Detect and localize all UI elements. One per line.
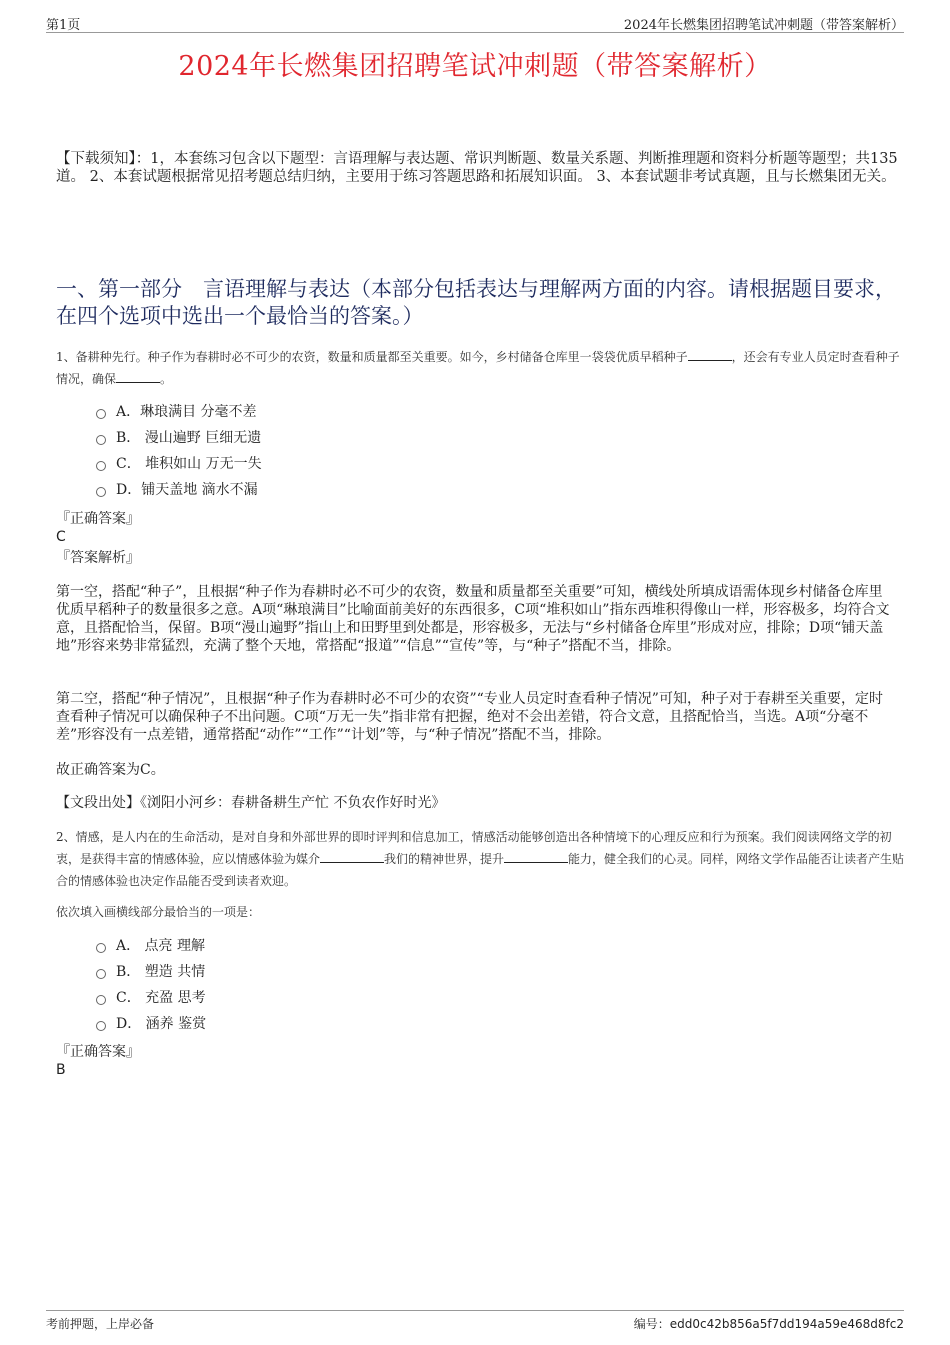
- question-1-part-c: 。: [160, 372, 173, 386]
- fill-blank: [688, 348, 732, 361]
- radio-icon[interactable]: [96, 1021, 106, 1031]
- option-label: B． 塑造 共情: [116, 964, 206, 980]
- fill-blank: [504, 850, 568, 863]
- question-2-option-b[interactable]: [96, 963, 205, 981]
- correct-answer: C: [56, 529, 66, 545]
- question-1-option-b[interactable]: [96, 429, 261, 447]
- question-1-option-c[interactable]: [96, 455, 262, 473]
- document-title: 2024年长燃集团招聘笔试冲刺题（带答案解析）: [178, 51, 772, 82]
- option-label: A． 点亮 理解: [116, 938, 206, 954]
- correct-answer-label: 『正确答案』: [56, 511, 140, 527]
- question-2-instruction: 依次填入画横线部分最恰当的一项是：: [56, 905, 261, 919]
- option-label: C． 充盈 思考: [116, 990, 206, 1006]
- question-2-option-a[interactable]: [96, 937, 205, 955]
- question-2-part-b: 我们的精神世界，提升: [384, 852, 505, 866]
- radio-icon[interactable]: [96, 435, 106, 445]
- question-2-part-c: 能力，健全我们的心灵。同样，网络文学作品能否让读者产生贴合的情感体验也决定作品能否受到读者欢迎。: [56, 852, 905, 888]
- source-citation: 【文段出处】《浏阳小河乡：春耕备耕生产忙 不负农作好时光》: [56, 795, 446, 811]
- radio-icon[interactable]: [96, 969, 106, 979]
- option-label: D． 涵养 鉴赏: [116, 1016, 207, 1032]
- question-1-part-a: 1、备耕种先行。种子作为春耕时必不可少的农资，数量和质量都至关重要。如今，乡村储备仓库里一袋袋优质早稻种子: [56, 350, 688, 364]
- question-2-part-a: 2、情感，是人内在的生命活动，是对自身和外部世界的即时评判和信息加工，情感活动能够创造出各种情境下的心理反应和行为预案。我们阅读网络文学的初衷，是获得丰富的情感体验，应以情感体验为媒介: [56, 830, 892, 866]
- analysis-conclusion: 故正确答案为C。: [56, 762, 165, 778]
- option-label: A．琳琅满目 分毫不差: [116, 404, 257, 420]
- question-2-option-d[interactable]: [96, 1015, 206, 1033]
- question-1-text: [56, 346, 906, 390]
- option-label: C． 堆积如山 万无一失: [116, 456, 262, 472]
- fill-blank: [320, 850, 384, 863]
- footer-divider: [46, 1310, 904, 1311]
- radio-icon[interactable]: [96, 943, 106, 953]
- question-1-option-a[interactable]: [96, 403, 257, 421]
- header-divider: [46, 32, 904, 33]
- analysis-paragraph-2: 第二空，搭配“种子情况”，且根据“种子作为春耕时必不可少的农资”“专业人员定时查看种子情况”可知，种子对于春耕至关重要，定时查看种子情况可以确保种子不出问题。C项“万无一失”指非常有把握，绝对不会出差错，符合文意，且搭配恰当，当选。A项“分毫不差”形容没有一点差错，通常搭配“动作”“工作”“计划”等，与“种子情况”搭配不当，排除。: [56, 691, 883, 743]
- footer-serial-number: 编号：edd0c42b856a5f7dd194a59e468d8fc2: [633, 1317, 904, 1331]
- question-2-text: [56, 826, 906, 892]
- question-1-part-b: ，还会有专业人员定时查看种子情况，确保: [56, 350, 900, 386]
- fill-blank: [116, 370, 160, 383]
- analysis-label: 『答案解析』: [56, 550, 140, 566]
- radio-icon[interactable]: [96, 487, 106, 497]
- analysis-paragraph-1: 第一空，搭配“种子”，且根据“种子作为春耕时必不可少的农资，数量和质量都至关重要”可知，横线处所填成语需体现乡村储备仓库里优质早稻种子的数量很多之意。A项“琳琅满目”比喻面前美好的东西很多，C项“堆积如山”指东西堆积得像山一样，形容极多，均符合文意，且搭配恰当，保留。B项“漫山遍野”指山上和田野里到处都是，形容极多，无法与“乡村储备仓库里”形成对应，排除；D项“铺天盖地”形容来势非常猛烈，充满了整个天地，常搭配“报道”“信息”“宣传”等，与“种子”搭配不当，排除。: [56, 584, 890, 654]
- correct-answer: B: [56, 1062, 66, 1078]
- question-2-option-c[interactable]: [96, 989, 206, 1007]
- question-1-option-d[interactable]: [96, 481, 258, 499]
- option-label: D．铺天盖地 滴水不漏: [116, 482, 258, 498]
- page-number: 第1页: [46, 18, 81, 33]
- footer-slogan: 考前押题，上岸必备: [46, 1317, 155, 1331]
- radio-icon[interactable]: [96, 461, 106, 471]
- section-heading: 一、第一部分 言语理解与表达（本部分包括表达与理解两方面的内容。请根据题目要求，在四个选项中选出一个最恰当的答案。）: [56, 277, 896, 328]
- download-notice: 【下载须知】：1，本套练习包含以下题型：言语理解与表达题、常识判断题、数量关系题、判断推理题和资料分析题等题型；共135道。 2、本套试题根据常见招考题总结归纳，主要用于练习答题思路和拓展知识面。 3、本套试题非考试真题，且与长燃集团无关。: [56, 151, 898, 185]
- radio-icon[interactable]: [96, 409, 106, 419]
- correct-answer-label: 『正确答案』: [56, 1044, 140, 1060]
- header-doc-title: 2024年长燃集团招聘笔试冲刺题（带答案解析）: [623, 18, 904, 33]
- option-label: B． 漫山遍野 巨细无遗: [116, 430, 262, 446]
- radio-icon[interactable]: [96, 995, 106, 1005]
